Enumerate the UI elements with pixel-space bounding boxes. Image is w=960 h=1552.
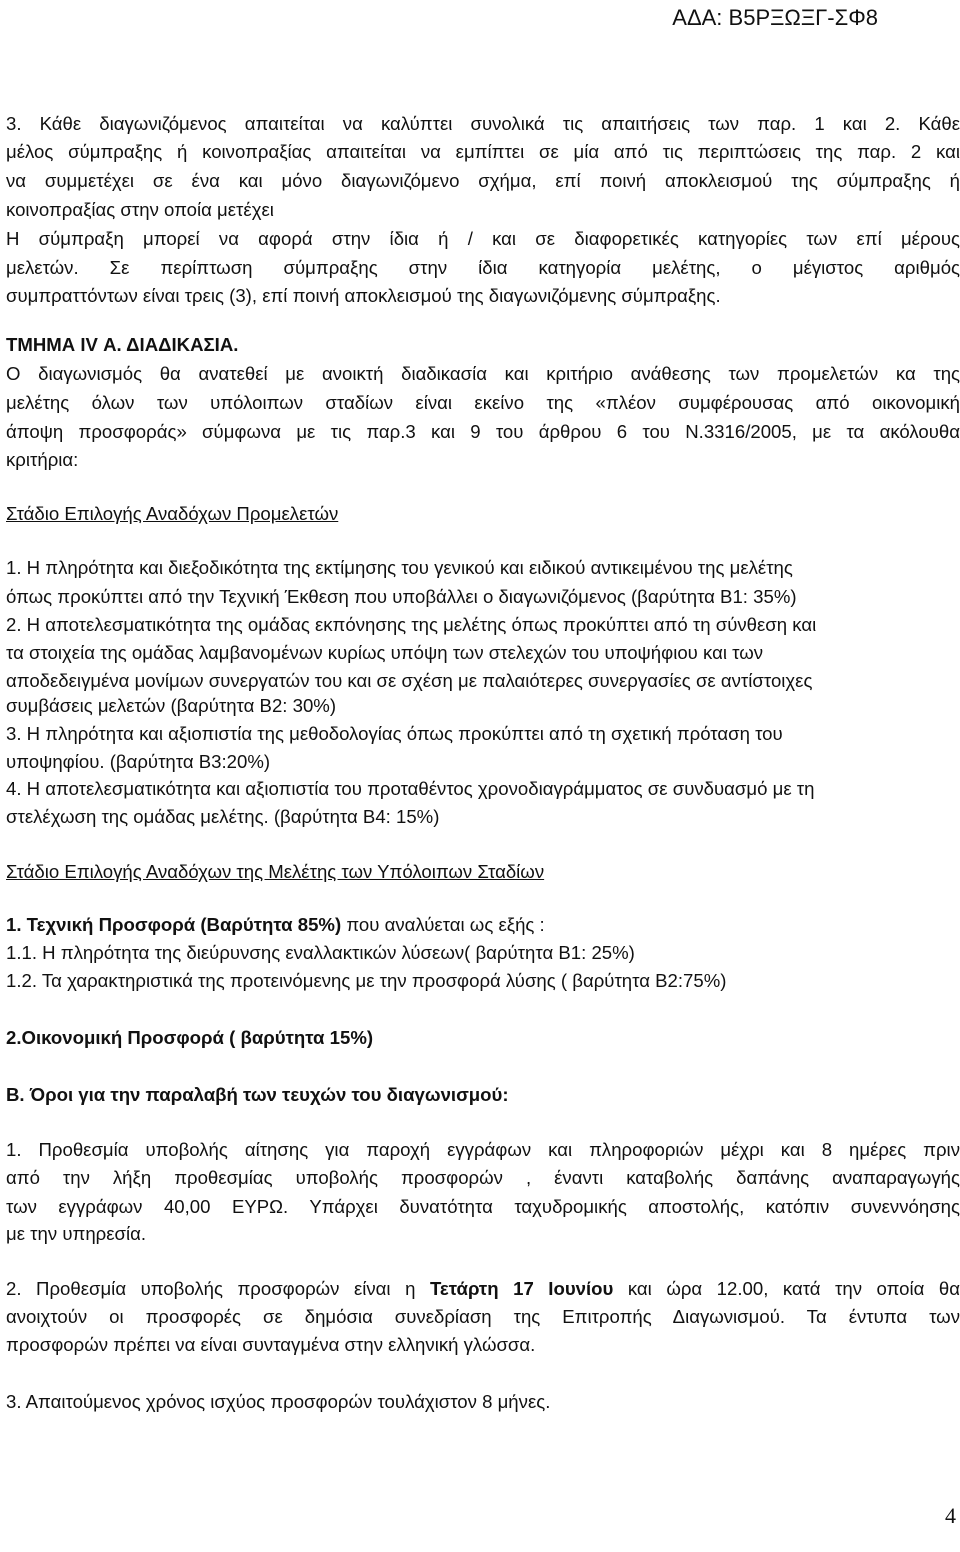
criterion-line: 2. Η αποτελεσματικότητα της ομάδας εκπόνησης της μελέτης όπως προκύπτει από τη σύνθεση και <box>6 614 817 635</box>
financial-offer-label: 2.Οικονομική Προσφορά ( βαρύτητα 15%) <box>6 1027 374 1048</box>
deadline-text: 2. Προθεσμία υποβολής προσφορών είναι η <box>6 1278 430 1299</box>
technical-offer-label: 1. Τεχνική Προσφορά (Βαρύτητα 85%) <box>6 914 342 935</box>
text-line: προσφορών πρέπει να είναι συνταγμένα στην ελληνική γλώσσα. <box>6 1334 536 1355</box>
text-line: μελέτης όλων των υπόλοιπων σταδίων είναι εκείνο της «πλέον συμφέρουσας από οικονομική <box>6 392 960 413</box>
text-line: 3. Κάθε διαγωνιζόμενος απαιτείται να καλύπτει συνολικά τις απαιτήσεις των παρ. 1 και 2. Κάθε <box>6 113 960 134</box>
criterion-line: τα στοιχεία της ομάδας λαμβανομένων κυρίως υπόψη των στελεχών του υποψήφιου και των <box>6 642 764 663</box>
section-title: Β. Όροι για την παραλαβή των τευχών του διαγωνισμού: <box>6 1084 509 1105</box>
text-line: ανοιχτούν οι προσφορές σε δημόσια συνεδρίαση της Επιτροπής Διαγωνισμού. Τα έντυπα των <box>6 1306 960 1327</box>
text-line <box>6 1277 960 1301</box>
text-line: με την υπηρεσία. <box>6 1223 147 1244</box>
stage-title: Στάδιο Επιλογής Αναδόχων της Μελέτης των Υπόλοιπων Σταδίων <box>6 861 545 882</box>
criterion-line: συμβάσεις μελετών (βαρύτητα Β2: 30%) <box>6 695 337 716</box>
page-number: 4 <box>945 1503 956 1528</box>
section-title: ΤΜΗΜΑ IV Α. ΔΙΑΔΙΚΑΣΙΑ. <box>6 334 239 355</box>
ada-code: ΑΔΑ: Β5ΡΞΩΞΓ-ΣΦ8 <box>672 5 878 30</box>
text-line: από την λήξη προθεσμίας υποβολής προσφορών , έναντι καταβολής δαπάνης αναπαραγωγής <box>6 1167 960 1188</box>
stage-title: Στάδιο Επιλογής Αναδόχων Προμελετών <box>6 503 339 524</box>
criterion-line: υποψηφίου. (βαρύτητα Β3:20%) <box>6 751 271 772</box>
technical-offer-rest: που αναλύεται ως εξής : <box>341 914 545 935</box>
criterion-line <box>6 913 545 937</box>
text-line: Η σύμπραξη μπορεί να αφορά στην ίδια ή / και σε διαφορετικές κατηγορίες των επί μέρους <box>6 228 960 249</box>
criterion-line: στελέχωση της ομάδας μελέτης. (βαρύτητα Β4: 15%) <box>6 806 440 827</box>
text-line: μέλος σύμπραξης ή κοινοπραξίας απαιτείται να εμπίπτει σε μία από τις περιπτώσεις της παρ. 2 και <box>6 141 960 162</box>
criterion-line: 1. Η πληρότητα και διεξοδικότητα της εκτίμησης του γενικού και ειδικού αντικειμένου της μελέτης <box>6 557 793 578</box>
criterion-line: αποδεδειγμένα μονίμων συνεργατών του και σε σχέση με παλαιότερες συνεργασίες σε αντίστοιχες <box>6 670 813 691</box>
text-line: κριτήρια: <box>6 449 79 470</box>
text-line: 3. Απαιτούμενος χρόνος ισχύος προσφορών τουλάχιστον 8 μήνες. <box>6 1391 551 1412</box>
criterion-line: όπως προκύπτει από την Τεχνική Έκθεση που υποβάλλει ο διαγωνιζόμενος (βαρύτητα Β1: 35%) <box>6 586 797 607</box>
criterion-line: 4. Η αποτελεσματικότητα και αξιοπιστία του προταθέντος χρονοδιαγράμματος σε συνδυασμό με τη <box>6 778 815 799</box>
text-line: κοινοπραξίας στην οποία μετέχει <box>6 199 274 220</box>
criterion-line: 1.2. Τα χαρακτηριστικά της προτεινόμενης με την προσφορά λύσης ( βαρύτητα Β2:75%) <box>6 970 727 991</box>
text-line: Ο διαγωνισμός θα ανατεθεί με ανοικτή διαδικασία και κριτήριο ανάθεσης των προμελετών κα της <box>6 363 960 384</box>
criterion-line: 3. Η πληρότητα και αξιοπιστία της μεθοδολογίας όπως προκύπτει από τη σχετική πρόταση του <box>6 723 783 744</box>
text-line: συμπραττόντων είναι τρεις (3), επί ποινή αποκλεισμού της διαγωνιζόμενης σύμπραξης. <box>6 285 721 306</box>
text-line: μελετών. Σε περίπτωση σύμπραξης στην ίδια κατηγορία μελέτης, ο μέγιστος αριθμός <box>6 257 960 278</box>
deadline-date: Τετάρτη 17 Ιουνίου <box>429 1278 614 1299</box>
text-line: άποψη προσφοράς» σύμφωνα με τις παρ.3 και 9 του άρθρου 6 του Ν.3316/2005, με τα ακόλουθα <box>6 421 960 442</box>
text-line: να συμμετέχει σε ένα και μόνο διαγωνιζόμενο σχήμα, επί ποινή αποκλεισμού της σύμπραξης ή <box>6 170 960 191</box>
text-line: των εγγράφων 40,00 ΕΥΡΩ. Υπάρχει δυνατότητα ταχυδρομικής αποστολής, κατόπιν συνεννόησης <box>6 1196 960 1217</box>
deadline-text-rest: και ώρα 12.00, κατά την οποία θα <box>613 1278 960 1299</box>
criterion-line: 1.1. Η πληρότητα της διεύρυνσης εναλλακτικών λύσεων( βαρύτητα Β1: 25%) <box>6 942 635 963</box>
text-line: 1. Προθεσμία υποβολής αίτησης για παροχή εγγράφων και πληροφοριών μέχρι και 8 ημέρες πριν <box>6 1139 960 1160</box>
